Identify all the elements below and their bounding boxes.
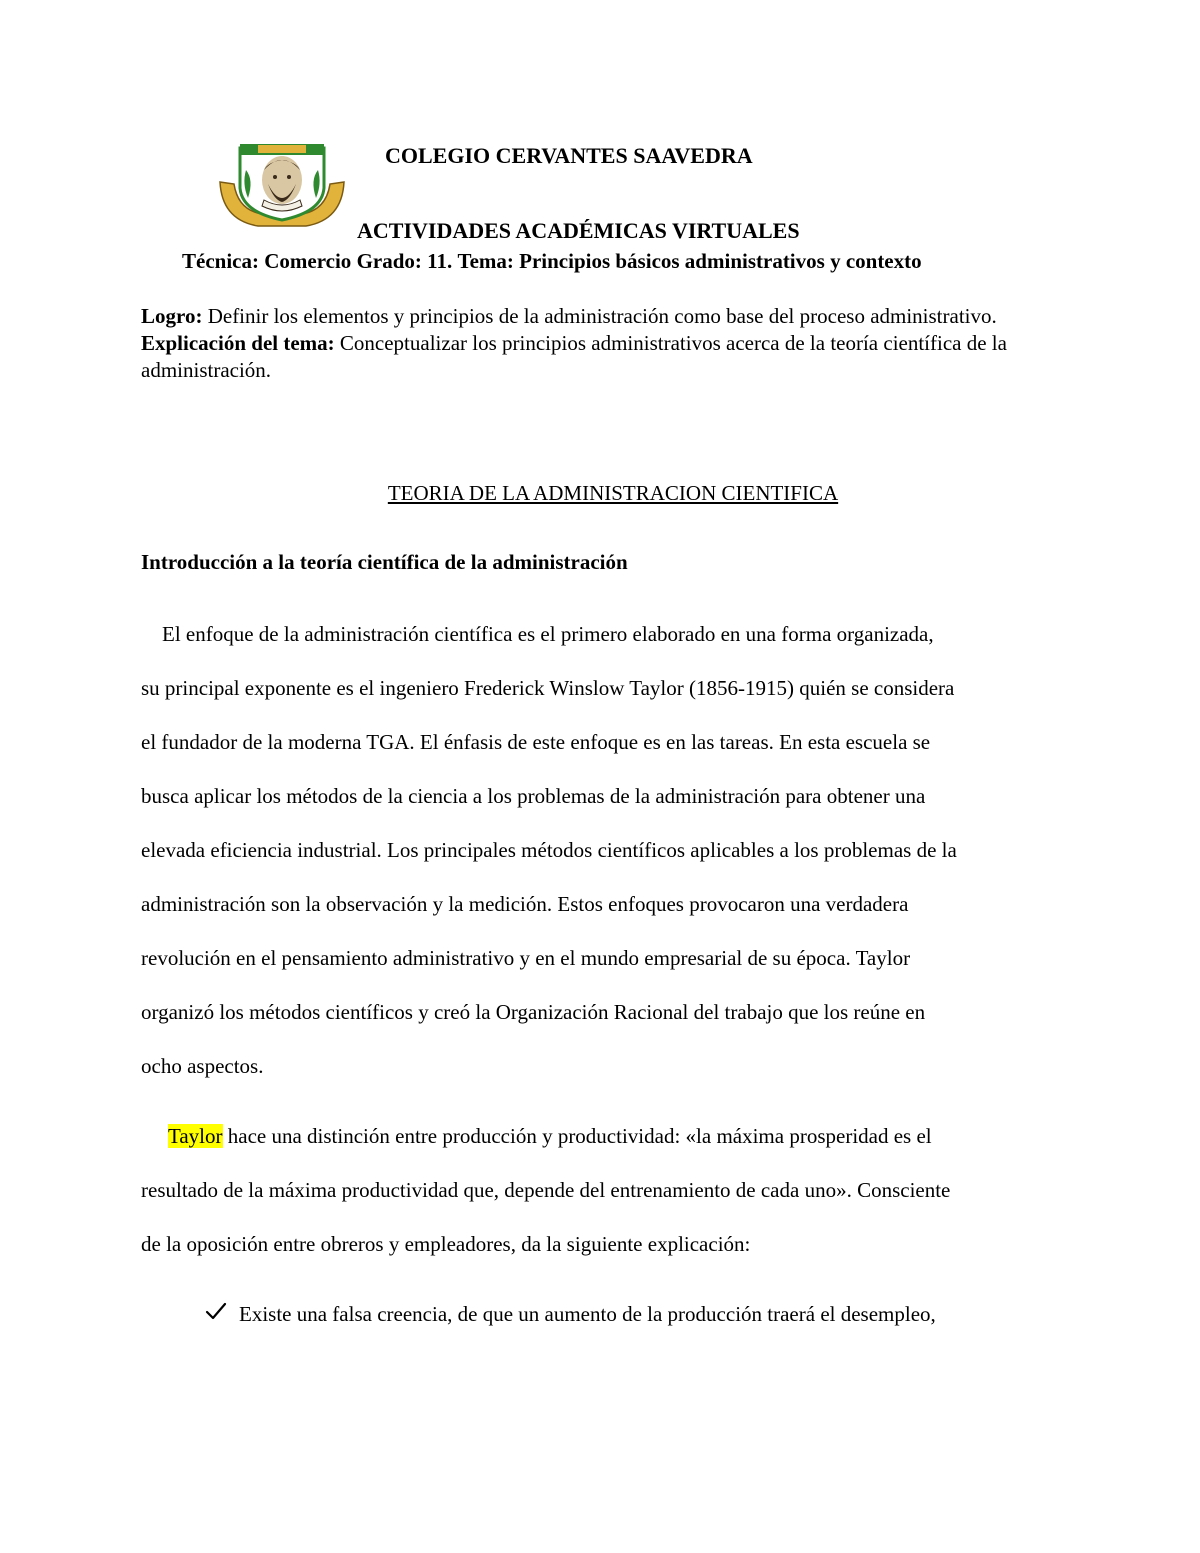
tecnica-label: Técnica: xyxy=(182,249,259,273)
paragraph-line: de la oposición entre obreros y empleadores, da la siguiente explicación: xyxy=(141,1232,751,1256)
checkmark-icon xyxy=(205,1287,229,1341)
paragraph-line: el fundador de la moderna TGA. El énfasis de este enfoque es en las tareas. En esta escuela se xyxy=(141,730,931,754)
checklist-item-text: Existe una falsa creencia, de que un aumento de la producción traerá el desempleo, xyxy=(239,1302,936,1326)
subject-line xyxy=(182,249,922,274)
activities-title: ACTIVIDADES ACADÉMICAS VIRTUALES xyxy=(357,218,800,243)
paragraph-line: El enfoque de la administración científica es el primero elaborado en una forma organizada, xyxy=(141,622,934,646)
explicacion-text: Conceptualizar los principios administrativos acerca de la teoría científica de la administración. xyxy=(141,331,1007,382)
logro-text: Definir los elementos y principios de la administración como base del proceso administrativo. xyxy=(207,304,997,328)
paragraph-line: administración son la observación y la medición. Estos enfoques provocaron una verdadera xyxy=(141,892,909,916)
highlighted-word: Taylor xyxy=(168,1124,223,1148)
paragraph-line: resultado de la máxima productividad que, depende del entrenamiento de cada uno». Consciente xyxy=(141,1178,951,1202)
paragraph-taylor xyxy=(141,1109,1061,1271)
school-name: COLEGIO CERVANTES SAAVEDRA xyxy=(385,143,753,168)
paragraph-enfoque xyxy=(141,607,1061,1093)
school-crest-icon xyxy=(218,140,346,230)
grado-value: 11. xyxy=(427,249,453,273)
paragraph-line: revolución en el pensamiento administrativo y en el mundo empresarial de su época. Taylor xyxy=(141,946,911,970)
tema-label: Tema: xyxy=(457,249,514,273)
objective-block xyxy=(141,303,1041,384)
paragraph-line: elevada eficiencia industrial. Los principales métodos científicos aplicables a los problemas de la xyxy=(141,838,957,862)
logro-label: Logro: xyxy=(141,304,203,328)
section-title: TEORIA DE LA ADMINISTRACION CIENTIFICA xyxy=(387,481,839,505)
school-crest-logo xyxy=(218,140,346,230)
paragraph-line: su principal exponente es el ingeniero Frederick Winslow Taylor (1856-1915) quién se considera xyxy=(141,676,955,700)
explicacion-label: Explicación del tema: xyxy=(141,331,335,355)
explicacion-paragraph xyxy=(141,330,1041,384)
intro-heading: Introducción a la teoría científica de la administración xyxy=(141,550,628,574)
paragraph-line: busca aplicar los métodos de la ciencia a los problemas de la administración para obtener una xyxy=(141,784,926,808)
paragraph-line: ocho aspectos. xyxy=(141,1054,264,1078)
paragraph-line-rest: hace una distinción entre producción y productividad: «la máxima prosperidad es el xyxy=(222,1124,932,1148)
tecnica-value: Comercio xyxy=(264,249,352,273)
grado-label: Grado: xyxy=(356,249,422,273)
checklist-item xyxy=(205,1287,936,1341)
logro-paragraph xyxy=(141,303,1041,330)
paragraph-line: organizó los métodos científicos y creó la Organización Racional del trabajo que los reúne en xyxy=(141,1000,926,1024)
paragraph-line xyxy=(141,1109,1061,1163)
tema-value: Principios básicos administrativos y contexto xyxy=(519,249,922,273)
